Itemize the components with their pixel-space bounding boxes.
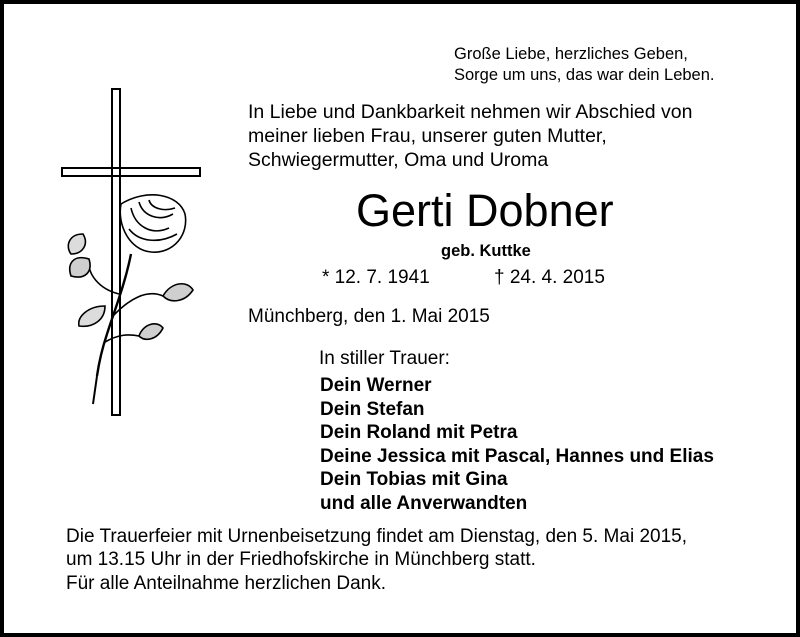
cross-with-rose-illustration [59,84,209,424]
family-member: Dein Tobias mit Gina [320,469,508,490]
intro-text [248,100,692,172]
deceased-name: Gerti Dobner [356,185,614,236]
birth-date: * 12. 7. 1941 [322,267,430,288]
motto-line-1: Große Liebe, herzliches Geben, [454,45,688,63]
intro-line-2: meiner lieben Frau, unserer guten Mutter, [248,125,607,147]
death-date: † 24. 4. 2015 [494,267,605,288]
mourning-label: In stiller Trauer: [319,348,450,369]
maiden-name: geb. Kuttke [441,242,531,260]
service-line-1: Die Trauerfeier mit Urnenbeisetzung findet am Dienstag, den 5. Mai 2015, [66,526,687,547]
family-member: und alle Anverwandten [320,492,528,514]
cross-icon [62,89,200,415]
intro-line-3: Schwiegermutter, Oma und Uroma [248,149,549,171]
family-member: Deine Jessica mit Pascal, Hannes und Elias [320,445,714,467]
thanks-note: Für alle Anteilnahme herzlichen Dank. [66,573,387,594]
motto-line-2: Sorge um uns, das war dein Leben. [454,66,715,84]
family-member: Dein Stefan [320,398,425,420]
service-info [66,525,687,571]
family-list [320,374,714,515]
place-and-date: Münchberg, den 1. Mai 2015 [248,306,490,327]
family-member: Dein Roland mit Petra [320,422,518,443]
family-member: Dein Werner [320,375,432,396]
intro-line-1: In Liebe und Dankbarkeit nehmen wir Abschied von [248,101,693,123]
service-line-2: um 13.15 Uhr in der Friedhofskirche in Münchberg statt. [66,549,536,570]
rose-icon [68,195,193,404]
motto [454,44,715,86]
